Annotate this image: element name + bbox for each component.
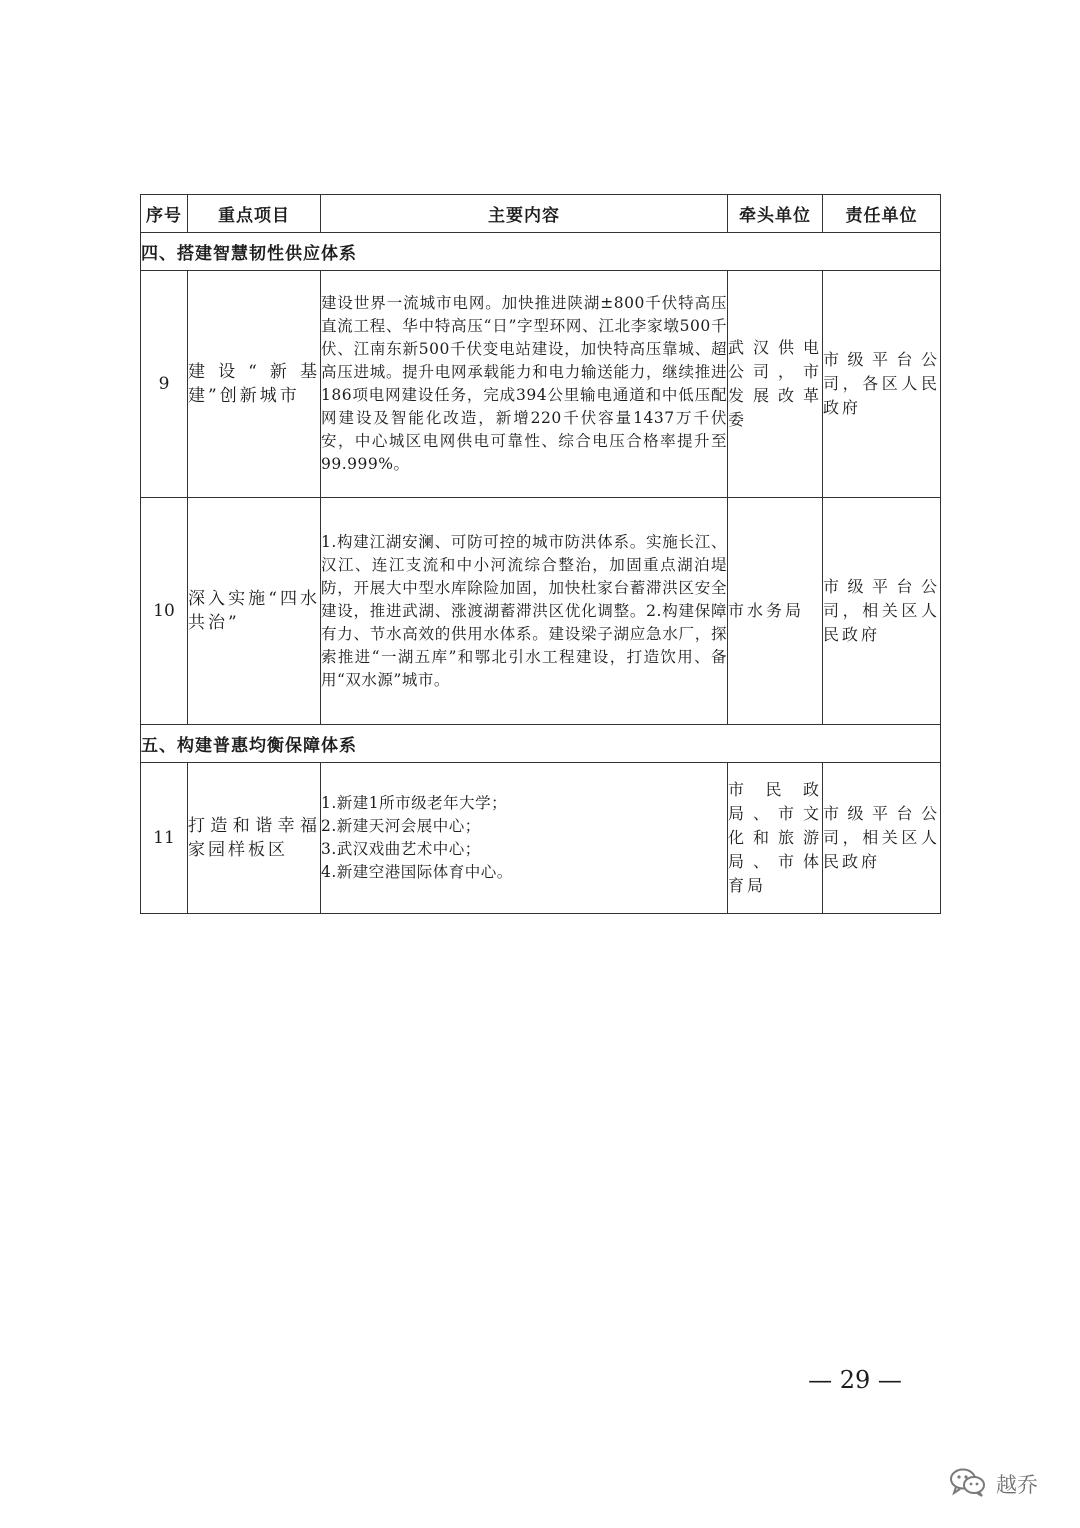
- content-line: 3.武汉戏曲艺术中心；: [321, 840, 481, 858]
- watermark: [948, 1466, 1038, 1502]
- row-project: 深入实施“四水共治”: [188, 498, 321, 725]
- section-row: [141, 725, 941, 763]
- row-project: 打造和谐幸福家园样板区: [188, 763, 321, 914]
- content-line: 2.新建天河会展中心；: [321, 817, 481, 835]
- section-row: [141, 233, 941, 271]
- row-number: 10: [141, 498, 188, 725]
- row-lead-unit: 市水务局: [728, 498, 823, 725]
- page-number: — 29 —: [808, 1366, 902, 1394]
- row-content: [321, 763, 728, 914]
- content-line: 4.新建空港国际体育中心。: [321, 863, 513, 881]
- header-project: 重点项目: [188, 195, 321, 233]
- table-row: [141, 498, 941, 725]
- table-row: [141, 271, 941, 498]
- plan-table: [140, 194, 941, 914]
- header-no: 序号: [141, 195, 188, 233]
- row-project: 建设“新基建”创新城市: [188, 271, 321, 498]
- header-content: 主要内容: [321, 195, 728, 233]
- row-responsible-unit: 市级平台公司，相关区人民政府: [823, 763, 941, 914]
- row-responsible-unit: 市级平台公司，相关区人民政府: [823, 498, 941, 725]
- row-responsible-unit: 市级平台公司，各区人民政府: [823, 271, 941, 498]
- row-lead-unit: 市民政局、市文化和旅游局、市体育局: [728, 763, 823, 914]
- wechat-icon: [948, 1466, 988, 1502]
- table-header-row: [141, 195, 941, 233]
- row-number: 11: [141, 763, 188, 914]
- table-row: [141, 763, 941, 914]
- row-content: 1.构建江湖安澜、可防可控的城市防洪体系。实施长江、汉江、连江支流和中小河流综合整治，加固重点湖泊堤防，开展大中型水库除险加固，加快杜家台蓄滞洪区安全建设，推进武湖、涨渡湖蓄滞洪区优化调整。2.构建保障有力、节水高效的供用水体系。建设梁子湖应急水厂，探索推进“一湖五库”和鄂北引水工程建设，打造饮用、备用“双水源”城市。: [321, 498, 728, 725]
- content-line: 1.新建1所市级老年大学；: [321, 794, 508, 812]
- section-title: 四、搭建智慧韧性供应体系: [141, 233, 941, 271]
- header-lead-unit: 牵头单位: [728, 195, 823, 233]
- row-number: 9: [141, 271, 188, 498]
- watermark-text: 越乔: [996, 1473, 1038, 1497]
- row-content: 建设世界一流城市电网。加快推进陕湖±800千伏特高压直流工程、华中特高压“日”字型环网、江北李家墩500千伏、江南东新500千伏变电站建设，加快特高压靠城、超高压进城。提升电网承载能力和电力输送能力，继续推进186项电网建设任务，完成394公里输电通道和中低压配网建设及智能化改造，新增220千伏容量1437万千伏安，中心城区电网供电可靠性、综合电压合格率提升至99.999%。: [321, 271, 728, 498]
- row-lead-unit: 武汉供电公司，市发展改革委: [728, 271, 823, 498]
- section-title: 五、构建普惠均衡保障体系: [141, 725, 941, 763]
- header-responsible-unit: 责任单位: [823, 195, 941, 233]
